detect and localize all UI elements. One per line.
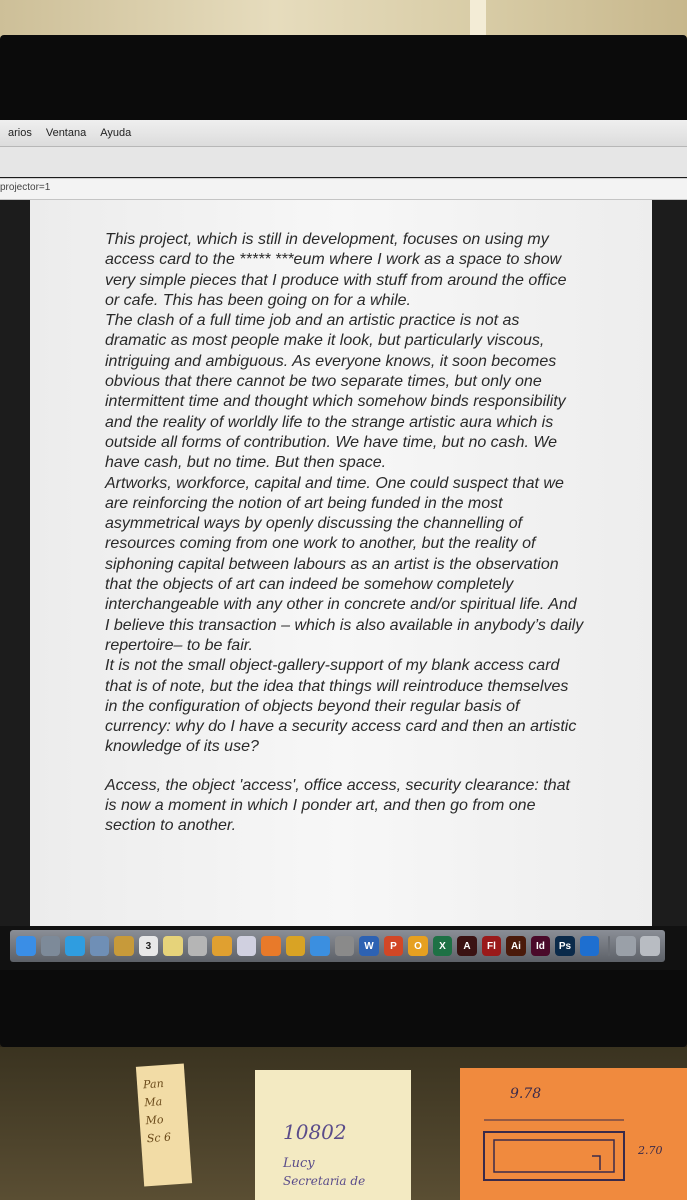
word-icon[interactable] — [359, 936, 379, 956]
address-text[interactable]: projector=1 — [0, 182, 51, 193]
menu-item-ayuda[interactable]: Ayuda — [100, 127, 132, 139]
paragraph-1: This project, which is still in development, focuses on using my access card to the ***** ***eum where I work as a space to show very simple pieces that I produce with stuff from around the office or cafe. This has been going on for a while. — [105, 231, 567, 309]
dock-area — [0, 926, 687, 970]
address-bar[interactable] — [0, 178, 687, 200]
browser-toolbar — [0, 147, 687, 177]
photo-viewer-icon[interactable] — [188, 936, 208, 956]
teamviewer-icon[interactable] — [580, 936, 600, 956]
notes-icon[interactable] — [114, 936, 134, 956]
sketch-corner-mark — [592, 1156, 600, 1170]
calendar-icon-label: 3 — [145, 940, 152, 952]
app-store-icon[interactable] — [310, 936, 330, 956]
sketch-outer-rect — [484, 1132, 624, 1180]
illustrator-icon-label: Ai — [510, 940, 521, 952]
opera-icon[interactable] — [408, 936, 428, 956]
preview-icon[interactable] — [90, 936, 110, 956]
powerpoint-icon-label: P — [390, 940, 397, 952]
acrobat-icon-label: A — [463, 940, 471, 952]
sticky-note-name: Lucy — [283, 1156, 315, 1171]
paragraph-2: The clash of a full time job and an artistic practice is not as dramatic as most people make it look, but particularly viscous, intriguing and ambiguous. As everyone knows, it soon becomes obvious that there cannot be two separate times, but only one intermittent time and thought which somehow binds responsibility and the reality of worldly life to the strange artistic aura which is outside all forms of contribution. We have time, but no cash. We have cash, but no time. But then space. — [105, 312, 566, 472]
chrome-icon[interactable] — [286, 936, 306, 956]
ibooks-icon[interactable] — [261, 936, 281, 956]
sticky-note-yellow-text: Pan Ma Mo Sc 6 — [142, 1076, 172, 1146]
drawing-dimension-top: 9.78 — [510, 1086, 542, 1102]
itunes-icon[interactable] — [237, 936, 257, 956]
safari-icon[interactable] — [65, 936, 85, 956]
calendar-icon[interactable] — [139, 936, 159, 956]
finder-icon[interactable] — [16, 936, 36, 956]
paragraph-5: Access, the object 'access', office access, security clearance: that is now a moment in which I ponder art, and then go from one section to another. — [105, 776, 570, 835]
photoshop-icon-label: Ps — [558, 940, 572, 952]
dock — [10, 930, 665, 962]
launchpad-icon[interactable] — [41, 936, 61, 956]
downloads-icon[interactable] — [616, 936, 636, 956]
acrobat-icon[interactable] — [457, 936, 477, 956]
indesign-icon-label: Id — [536, 940, 545, 952]
sticky-note-number: 10802 — [283, 1120, 347, 1144]
drawing-dimension-side: 2.70 — [638, 1144, 663, 1157]
excel-icon[interactable] — [433, 936, 453, 956]
sticky-note-cream — [255, 1070, 411, 1200]
sticky-note-yellow — [136, 1063, 192, 1186]
flash-icon-label: Fl — [487, 940, 496, 952]
stickies-icon[interactable] — [163, 936, 183, 956]
menu-item-usuarios[interactable]: arios — [8, 127, 32, 139]
sticky-note-role: Secretaria de — [283, 1174, 366, 1188]
document-text — [105, 230, 585, 837]
window-frame — [470, 0, 486, 38]
excel-icon-label: X — [439, 940, 446, 952]
flash-icon[interactable] — [482, 936, 502, 956]
floorplan-sketch — [480, 1110, 640, 1190]
photos-icon[interactable] — [212, 936, 232, 956]
document-page — [30, 200, 652, 935]
paragraph-3: Artworks, workforce, capital and time. One could suspect that we are reinforcing the notion of art being funded in the most asymmetrical ways by openly discussing the channelling of resources coming from one work to another, but the reality of siphoning capital between labours as an artist is the observation that the objects of art can indeed be somehow completely interchangeable with any other in concrete and/or spiritual life. And I believe this transaction – which is also available in anybody’s daily repertoire– to be fair. — [105, 474, 584, 654]
system-preferences-icon[interactable] — [335, 936, 355, 956]
menu-item-ventana[interactable]: Ventana — [45, 127, 87, 139]
illustrator-icon[interactable] — [506, 936, 526, 956]
indesign-icon[interactable] — [531, 936, 551, 956]
word-icon-label: W — [364, 940, 374, 952]
opera-icon-label: O — [414, 940, 422, 952]
powerpoint-icon[interactable] — [384, 936, 404, 956]
monitor-screen — [0, 120, 687, 970]
photoshop-icon[interactable] — [555, 936, 575, 956]
trash-icon[interactable] — [640, 936, 660, 956]
paragraph-4: It is not the small object-gallery-support of my blank access card that is of note, but the idea that things will reintroduce themselves in the configuration of objects beyond their regular basis of currency: why do I have a security access card and then an artistic knowledge of its use? — [105, 657, 577, 756]
separator-icon — [608, 936, 610, 956]
menu-bar — [0, 120, 687, 147]
